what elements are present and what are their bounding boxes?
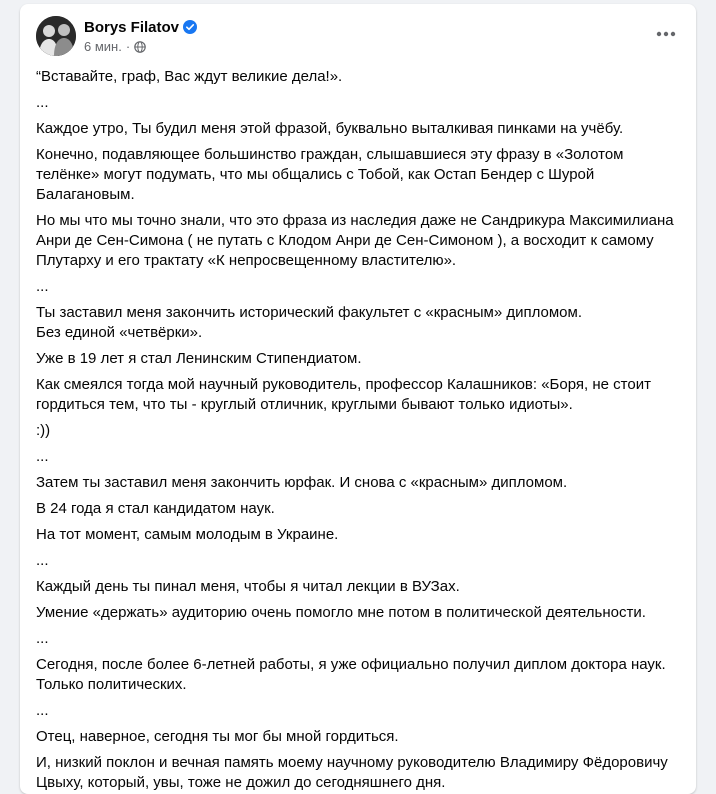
post-paragraph: ...	[36, 278, 49, 295]
post-card	[20, 4, 696, 794]
post-paragraph: На тот момент, самым молодым в Украине.	[36, 526, 339, 543]
post-paragraph: ...	[36, 702, 49, 719]
post-text	[36, 67, 680, 794]
meta-separator: ·	[125, 39, 131, 54]
post-paragraph: Каждое утро, Ты будил меня этой фразой, буквально выталкивая пинками на учёбу.	[36, 120, 624, 137]
post-paragraph: Конечно, подавляющее большинство граждан, слышавшиеся эту фразу в «Золотом телёнке» могут подумать, что мы общались с Тобой, как Остап Бендер с Шурой Балагановым.	[36, 146, 624, 203]
post-paragraph: ...	[36, 630, 49, 647]
post-paragraph: “Вставайте, граф, Вас ждут великие дела!».	[36, 68, 343, 85]
verified-badge-icon	[183, 20, 197, 34]
post-paragraph: И, низкий поклон и вечная память моему научному руководителю Владимиру Фёдоровичу Цвыху, который, увы, тоже не дожил до сегодняшнего дня.	[36, 754, 668, 791]
post-paragraph: Отец, наверное, сегодня ты мог бы мной гордиться.	[36, 728, 399, 745]
post-paragraph: В 24 года я стал кандидатом наук.	[36, 500, 275, 517]
post-timestamp[interactable]: 6 мин.	[84, 39, 122, 54]
more-horizontal-icon	[656, 31, 676, 37]
post-paragraph: ...	[36, 448, 49, 465]
post-meta	[84, 39, 197, 54]
post-paragraph: Ты заставил меня закончить исторический факультет с «красным» дипломом. Без единой «четвёрки».	[36, 304, 582, 341]
author-line	[84, 17, 197, 37]
post-paragraph: Уже в 19 лет я стал Ленинским Стипендиатом.	[36, 350, 362, 367]
globe-icon[interactable]	[134, 41, 146, 53]
post-paragraph: :))	[36, 422, 51, 439]
avatar[interactable]	[36, 16, 76, 56]
author-block	[84, 17, 197, 54]
avatar-photo	[36, 16, 76, 56]
post-paragraph: Но мы что мы точно знали, что это фраза из наследия даже не Сандрикура Максимилиана Анри де Сен-Симона ( не путать с Клодом Анри де Сен-Симоном ), а восходит к самому Плутарху и его трактату «К непросвещенному властителю».	[36, 212, 674, 269]
post-paragraph: Затем ты заставил меня закончить юрфак. И снова с «красным» дипломом.	[36, 474, 568, 491]
post-paragraph: Умение «держать» аудиторию очень помогло мне потом в политической деятельности.	[36, 604, 646, 621]
more-options-button[interactable]	[648, 16, 684, 52]
post-header	[36, 16, 680, 60]
post-paragraph: ...	[36, 94, 49, 111]
post-paragraph: Сегодня, после более 6-летней работы, я уже официально получил диплом доктора наук. Только политических.	[36, 656, 666, 693]
author-name[interactable]: Borys Filatov	[84, 18, 180, 36]
post-paragraph: Каждый день ты пинал меня, чтобы я читал лекции в ВУЗах.	[36, 578, 460, 595]
post-paragraph: ...	[36, 552, 49, 569]
post-paragraph: Как смеялся тогда мой научный руководитель, профессор Калашников: «Боря, не стоит гордиться тем, что ты - круглый отличник, круглыми бывают только идиоты».	[36, 376, 651, 413]
